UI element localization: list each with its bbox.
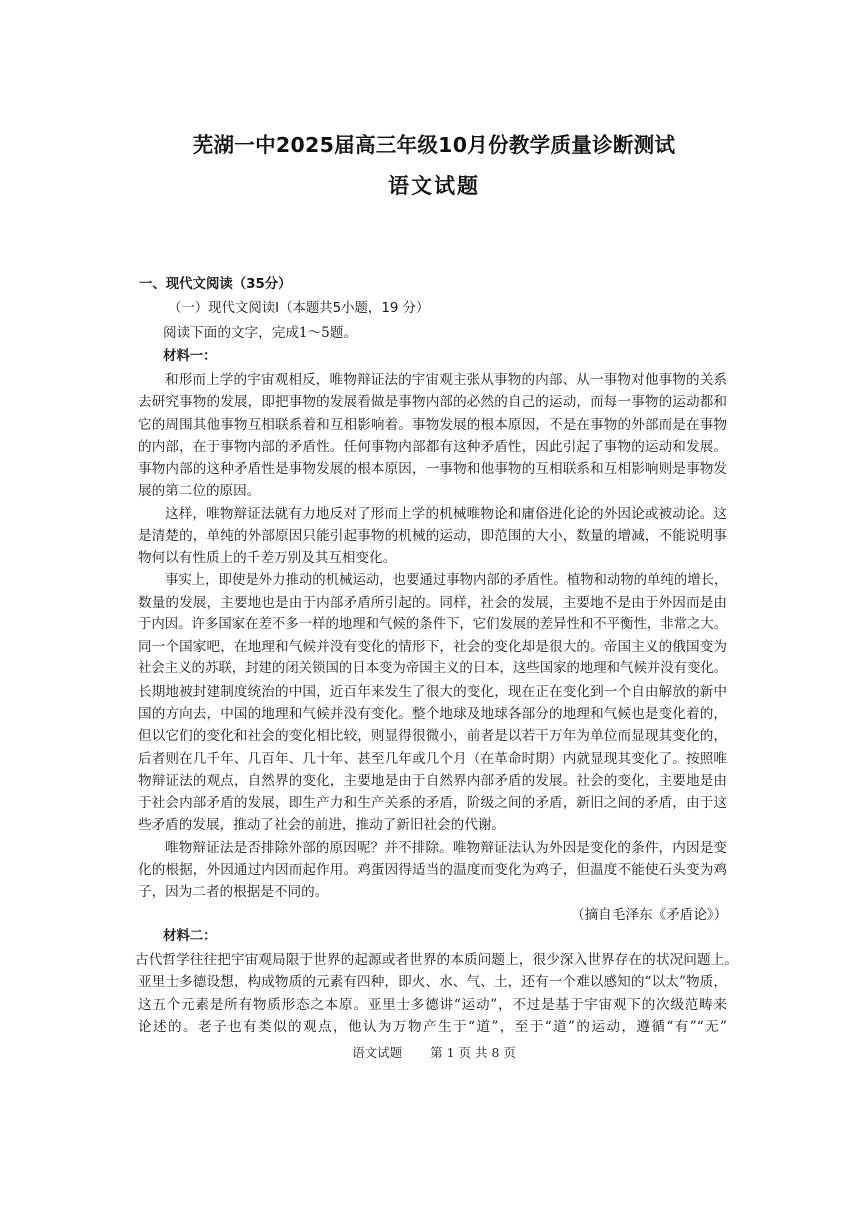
text-line: 子，因为二者的根据是不同的。 [138, 884, 329, 900]
text-line: 的内部，在于事物内部的矛盾性。任何事物内部都有这种矛盾性，因此引起了事物的运动和发展。 [138, 439, 727, 455]
text-line: 古代哲学往往把宇宙观局限于世界的起源或者世界的本质问题上，很少深入世界存在的状况问题上。 [135, 952, 738, 968]
text-line: 些矛盾的发展，推动了社会的前进，推动了新旧社会的代谢。 [138, 817, 506, 833]
text-line: 这样，唯物辩证法就有力地反对了形而上学的机械唯物论和庸俗进化论的外因论或被动论。这 [165, 506, 727, 522]
sub-heading: （一）现代文阅读Ⅰ（本题共5小题，19 分） [168, 301, 430, 316]
text-line: 这五个元素是所有物质形态之本原。亚里士多德讲“运动”，不过是基于宇宙观下的次级范畴来 [138, 997, 727, 1013]
text-line: 于社会内部矛盾的发展，即生产力和生产关系的矛盾，阶级之间的矛盾，新旧之间的矛盾，由于这 [138, 795, 727, 811]
text-line: 化的根据，外因通过内因而起作用。鸡蛋因得适当的温度而变化为鸡子，但温度不能使石头变为鸡 [138, 862, 727, 878]
text-line: 后者则在几千年、几百年、几十年、甚至几年或几个月（在革命时期）内就显现其变化了。按照唯 [138, 751, 727, 767]
material2-label: 材料二： [163, 929, 217, 944]
text-line: 长期地被封建制度统治的中国，近百年来发生了很大的变化，现在正在变化到一个自由解放的新中 [138, 684, 727, 700]
text-line: 数量的发展，主要地也是由于内部矛盾所引起的。同样，社会的发展，主要地不是由于外因而是由 [138, 595, 727, 611]
text-line: 是清楚的，单纯的外部原因只能引起事物的机械的运动，即范围的大小，数量的增减，不能说明事 [138, 528, 727, 544]
text-line: 它的周围其他事物互相联系着和互相影响着。事物发展的根本原因，不是在事物的外部而是在事物 [138, 417, 727, 433]
text-line: 和形而上学的宇宙观相反，唯物辩证法的宇宙观主张从事物的内部、从一事物对他事物的关系 [165, 372, 727, 388]
material1-label: 材料一： [163, 349, 217, 364]
text-line: 国的方向去，中国的地理和气候并没有变化。整个地球及地球各部分的地理和气候也是变化着的， [138, 706, 727, 722]
text-line: 物何以有性质上的千差万别及其互相变化。 [138, 550, 397, 566]
text-line: 但以它们的变化和社会的变化相比较，则显得很微小，前者是以若干万年为单位而显现其变化的， [138, 728, 727, 744]
footer-subject: 语文试题 [352, 1045, 403, 1060]
section-heading: 一、现代文阅读（35分） [139, 277, 292, 292]
text-line: 论述的。老子也有类似的观点，他认为万物产生于“道”，至于“道”的运动，遵循“有”“无” [138, 1019, 727, 1035]
text-line: 展的第二位的原因。 [138, 483, 261, 499]
exam-title: 芜湖一中2025届高三年级10月份教学质量诊断测试 [192, 133, 676, 157]
instruction: 阅读下面的文字，完成1～5题。 [163, 325, 358, 341]
text-line: 社会主义的苏联，封建的闭关锁国的日本变为帝国主义的日本，这些国家的地理和气候并没有变化。 [138, 661, 728, 676]
source-citation: （摘自毛泽东《矛盾论》） [571, 907, 728, 923]
subject-title: 语文试题 [388, 174, 480, 198]
text-line: 于内因。许多国家在差不多一样的地理和气候的条件下，它们发展的差异性和不平衡性，非常之大。 [138, 617, 728, 632]
text-line: 事实上，即使是外力推动的机械运动，也要通过事物内部的矛盾性。植物和动物的单纯的增长， [165, 573, 728, 588]
footer-page-number: 第 1 页 共 8 页 [430, 1045, 516, 1060]
text-line: 事物内部的这种矛盾性是事物发展的根本原因，一事物和他事物的互相联系和互相影响则是事物发 [138, 461, 727, 477]
page-footer [0, 1043, 868, 1061]
text-line: 唯物辩证法是否排除外部的原因呢？并不排除。唯物辩证法认为外因是变化的条件，内因是变 [165, 840, 727, 856]
text-line: 去研究事物的发展，即把事物的发展看做是事物内部的必然的自己的运动，而每一事物的运动都和 [138, 394, 727, 410]
text-line: 同一个国家吧，在地理和气候并没有变化的情形下，社会的变化却是很大的。帝国主义的俄国变为 [138, 639, 727, 655]
text-line: 物辩证法的观点，自然界的变化，主要地是由于自然界内部矛盾的发展。社会的变化，主要地是由 [138, 773, 727, 789]
text-line: 亚里士多德设想，构成物质的元素有四种，即火、水、气、土，还有一个难以感知的“以太”物质， [138, 974, 727, 990]
